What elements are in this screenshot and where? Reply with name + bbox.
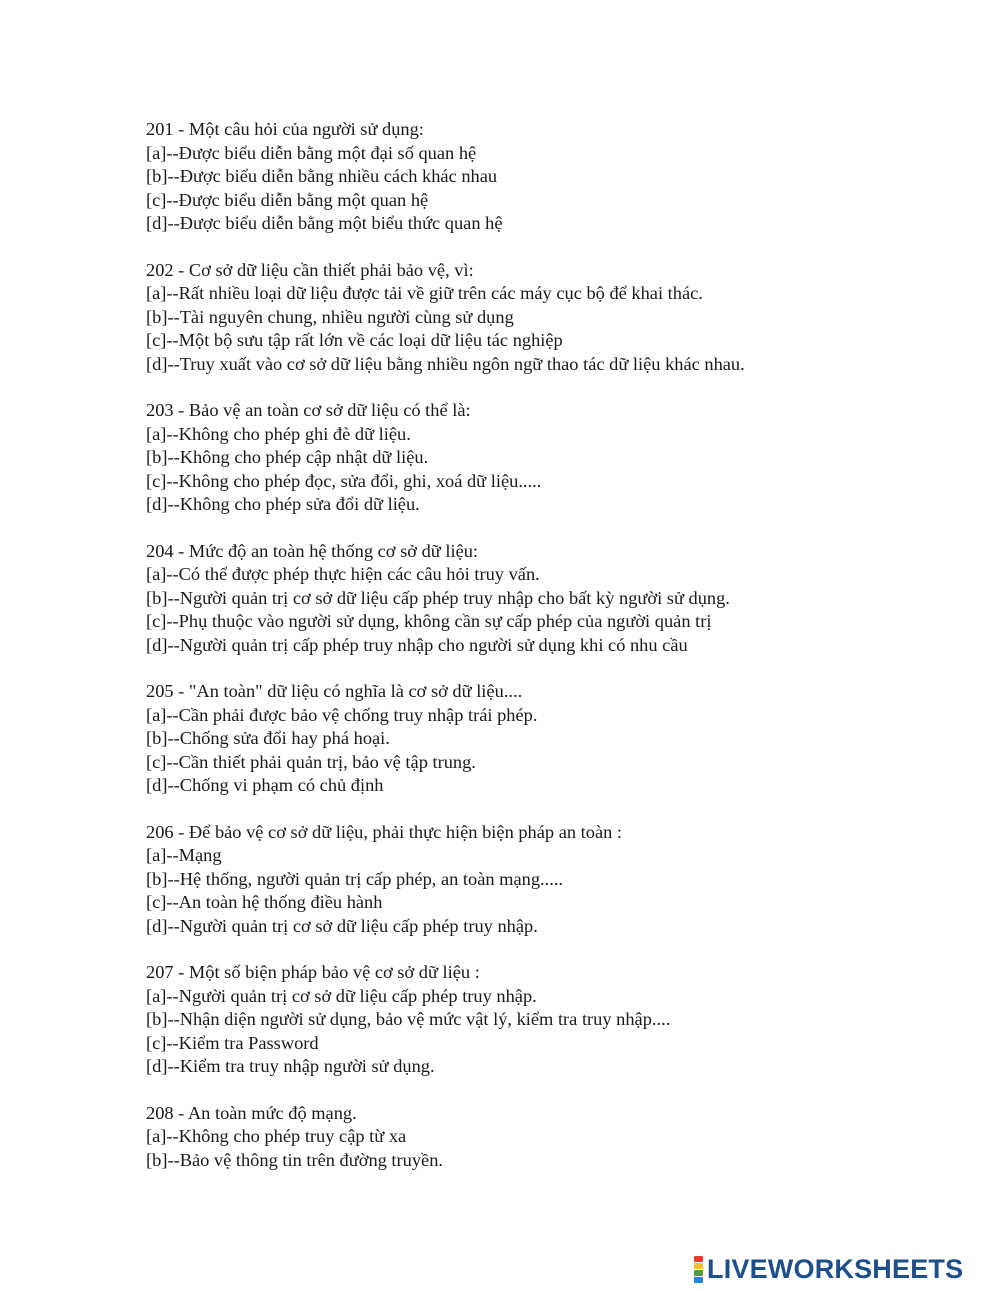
answer-option: [b]--Nhận diện người sử dụng, bảo vệ mức vật lý, kiểm tra truy nhập.... — [146, 1009, 671, 1029]
question-title: 202 - Cơ sở dữ liệu cần thiết phải bảo vệ, vì: — [146, 259, 474, 280]
question-block — [146, 821, 966, 939]
question-block — [146, 399, 966, 517]
question-title: 201 - Một câu hỏi của người sử dụng: — [146, 119, 424, 139]
question-block — [146, 540, 966, 658]
answer-option: [c]--Kiểm tra Password — [146, 1032, 319, 1053]
liveworksheets-logo-icon — [694, 1256, 703, 1283]
answer-option: [b]--Chống sửa đổi hay phá hoại. — [146, 728, 390, 748]
question-title: 208 - An toàn mức độ mạng. — [146, 1102, 357, 1123]
answer-option: [c]--Phụ thuộc vào người sử dụng, không cần sự cấp phép của người quản trị — [146, 611, 712, 631]
liveworksheets-logo[interactable] — [694, 1254, 963, 1284]
question-title: 205 - "An toàn" dữ liệu có nghĩa là cơ sở dữ liệu.... — [146, 681, 523, 701]
question-title: 207 - Một số biện pháp bảo vệ cơ sở dữ liệu : — [146, 962, 480, 982]
answer-option: [c]--Được biểu diễn bằng một quan hệ — [146, 189, 429, 210]
answer-option: [d]--Không cho phép sửa đổi dữ liệu. — [146, 494, 420, 514]
question-block — [146, 680, 966, 798]
answer-option: [b]--Bảo vệ thông tin trên đường truyền. — [146, 1149, 444, 1170]
answer-option: [a]--Không cho phép ghi đè dữ liệu. — [146, 423, 411, 444]
question-list — [146, 118, 966, 1195]
question-block — [146, 961, 966, 1079]
answer-option: [a]--Mạng — [146, 845, 222, 865]
answer-option: [c]--Cần thiết phải quản trị, bảo vệ tập trung. — [146, 751, 476, 772]
logo-mark-square — [694, 1263, 703, 1269]
answer-option: [a]--Không cho phép truy cập từ xa — [146, 1126, 407, 1146]
question-title: 206 - Để bảo vệ cơ sở dữ liệu, phải thực hiện biện pháp an toàn : — [146, 821, 623, 842]
question-title: 204 - Mức độ an toàn hệ thống cơ sở dữ liệu: — [146, 540, 479, 561]
answer-option: [c]--Không cho phép đọc, sửa đổi, ghi, xoá dữ liệu..... — [146, 470, 542, 491]
logo-mark-square — [694, 1270, 703, 1276]
answer-option: [d]--Truy xuất vào cơ sở dữ liệu bằng nhiều ngôn ngữ thao tác dữ liệu khác nhau. — [146, 353, 745, 374]
answer-option: [a]--Có thể được phép thực hiện các câu hỏi truy vấn. — [146, 564, 540, 584]
answer-option: [c]--An toàn hệ thống điều hành — [146, 892, 383, 912]
answer-option: [b]--Không cho phép cập nhật dữ liệu. — [146, 447, 429, 467]
answer-option: [a]--Rất nhiều loại dữ liệu được tải về giữ trên các máy cục bộ để khai thác. — [146, 283, 703, 303]
question-block — [146, 118, 966, 236]
answer-option: [d]--Chống vi phạm có chủ định — [146, 775, 384, 795]
answer-option: [d]--Người quản trị cơ sở dữ liệu cấp phép truy nhập. — [146, 915, 538, 936]
answer-option: [d]--Người quản trị cấp phép truy nhập cho người sử dụng khi có nhu cầu — [146, 634, 688, 655]
answer-option: [d]--Kiểm tra truy nhập người sử dụng. — [146, 1056, 435, 1076]
answer-option: [a]--Cần phải được bảo vệ chống truy nhập trái phép. — [146, 704, 538, 725]
question-block — [146, 1102, 966, 1173]
answer-option: [b]--Hệ thống, người quản trị cấp phép, an toàn mạng..... — [146, 868, 564, 889]
liveworksheets-logo-text: LIVEWORKSHEETS — [707, 1253, 964, 1284]
logo-mark-square — [694, 1277, 703, 1283]
question-title: 203 - Bảo vệ an toàn cơ sở dữ liệu có thể là: — [146, 400, 471, 420]
answer-option: [b]--Được biểu diễn bằng nhiều cách khác nhau — [146, 166, 498, 186]
answer-option: [a]--Được biểu diễn bằng một đại số quan hệ — [146, 142, 477, 163]
answer-option: [c]--Một bộ sưu tập rất lớn về các loại dữ liệu tác nghiệp — [146, 330, 563, 350]
question-block — [146, 259, 966, 377]
answer-option: [b]--Người quản trị cơ sở dữ liệu cấp phép truy nhập cho bất kỳ người sử dụng. — [146, 587, 730, 608]
logo-mark-square — [694, 1256, 703, 1262]
answer-option: [b]--Tài nguyên chung, nhiều người cùng sử dụng — [146, 306, 514, 327]
answer-option: [a]--Người quản trị cơ sở dữ liệu cấp phép truy nhập. — [146, 985, 537, 1006]
answer-option: [d]--Được biểu diễn bằng một biểu thức quan hệ — [146, 213, 503, 233]
